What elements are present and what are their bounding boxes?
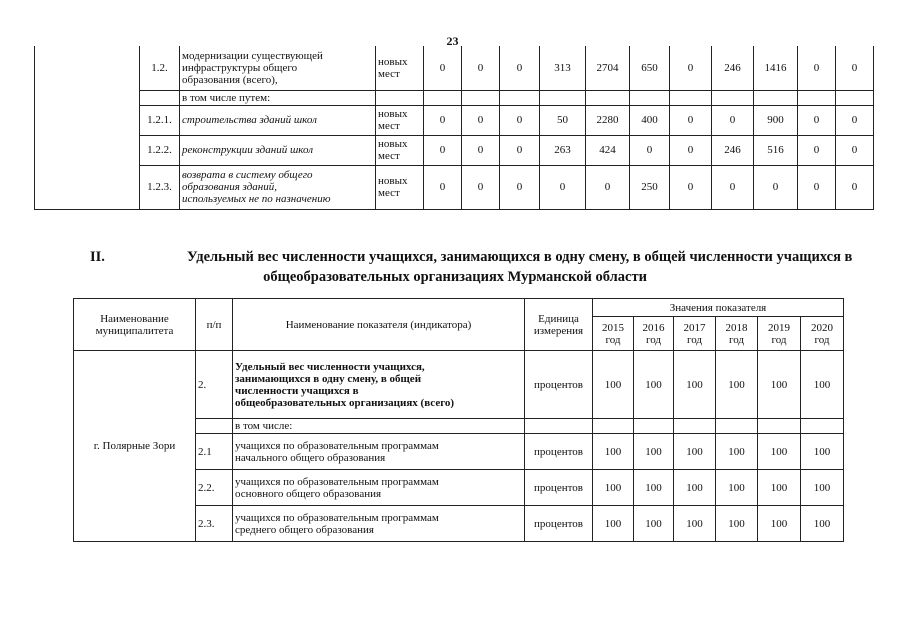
text-line: общеобразовательных организациях (всего)	[235, 396, 455, 409]
value-cell: 100	[674, 506, 716, 542]
value-cell: 0	[500, 135, 540, 165]
municipality-name: г. Полярные Зори	[74, 351, 196, 542]
value-cell: 100	[716, 470, 758, 506]
value-cell: 100	[593, 470, 634, 506]
value-cell: 100	[593, 506, 634, 542]
indicator-name	[180, 165, 376, 209]
text-line: в том числе:	[235, 420, 293, 432]
value-cell: 100	[716, 434, 758, 470]
indicator-name	[233, 419, 525, 434]
value-cell: 0	[462, 46, 500, 90]
value-cell: 424	[586, 135, 630, 165]
value-cell: 50	[540, 105, 586, 135]
row-number: 1.2.2.	[140, 135, 180, 165]
text-line: новых	[378, 138, 408, 150]
indicator-name	[180, 105, 376, 135]
value-cell: 0	[424, 46, 462, 90]
text-line: учащихся по образовательным программам	[235, 511, 439, 524]
text-line: новых	[378, 55, 408, 68]
year-suffix: год	[605, 333, 621, 346]
header-indicator: Наименование показателя (индикатора)	[233, 299, 525, 351]
value-cell: 0	[798, 46, 836, 90]
text-line: используемых не по назначению	[182, 193, 331, 205]
unit-cell	[376, 46, 424, 90]
value-cell: 0	[462, 135, 500, 165]
unit-cell	[376, 90, 424, 105]
unit-cell	[376, 105, 424, 135]
value-cell: 0	[424, 165, 462, 209]
text-line: мест	[378, 150, 400, 162]
value-cell: 0	[836, 135, 874, 165]
value-cell	[462, 90, 500, 105]
text-line: реконструкции зданий школ	[182, 144, 313, 156]
value-cell: 0	[424, 105, 462, 135]
value-cell: 100	[801, 434, 844, 470]
indicator-name	[233, 470, 525, 506]
value-cell: 0	[754, 165, 798, 209]
year-suffix: год	[728, 333, 745, 346]
value-cell: 100	[674, 434, 716, 470]
table-row	[35, 165, 874, 209]
value-cell	[540, 90, 586, 105]
value-cell: 0	[424, 135, 462, 165]
table-row	[35, 46, 874, 90]
unit-cell	[525, 419, 593, 434]
value-cell	[593, 419, 634, 434]
value-cell	[798, 90, 836, 105]
value-cell: 0	[500, 105, 540, 135]
text-line: модернизации существующей	[182, 49, 323, 62]
value-cell: 0	[670, 105, 712, 135]
year-suffix: год	[814, 333, 830, 346]
unit-cell: процентов	[525, 506, 593, 542]
text-line: Удельный вес численности учащихся,	[235, 360, 425, 373]
value-cell: 246	[712, 46, 754, 90]
text-line: основного общего образования	[235, 487, 382, 500]
value-cell: 0	[500, 46, 540, 90]
value-cell: 263	[540, 135, 586, 165]
row-number: 2.2.	[196, 470, 233, 506]
value-cell	[670, 90, 712, 105]
value-cell: 0	[836, 46, 874, 90]
value-cell	[424, 90, 462, 105]
year-number: 2020	[811, 321, 834, 334]
text-line: мест	[378, 120, 400, 132]
header-year	[716, 317, 758, 351]
value-cell: 0	[670, 46, 712, 90]
indicator-name	[233, 351, 525, 419]
value-cell: 400	[630, 105, 670, 135]
header-municipality: Наименование муниципалитета	[74, 299, 196, 351]
value-cell: 516	[754, 135, 798, 165]
row-number: 2.1	[196, 434, 233, 470]
header-pp: п/п	[196, 299, 233, 351]
value-cell: 313	[540, 46, 586, 90]
value-cell: 0	[630, 135, 670, 165]
value-cell	[716, 419, 758, 434]
value-cell: 100	[758, 506, 801, 542]
value-cell	[712, 90, 754, 105]
row-number: 1.2.1.	[140, 105, 180, 135]
value-cell: 650	[630, 46, 670, 90]
text-line: образования зданий,	[182, 181, 277, 193]
row-number	[140, 90, 180, 105]
indicator-name	[233, 506, 525, 542]
table-row	[35, 90, 874, 105]
value-cell: 2704	[586, 46, 630, 90]
value-cell: 246	[712, 135, 754, 165]
value-cell	[674, 419, 716, 434]
unit-cell: процентов	[525, 351, 593, 419]
value-cell: 100	[758, 470, 801, 506]
value-cell: 100	[634, 470, 674, 506]
table-row	[35, 135, 874, 165]
unit-cell: процентов	[525, 470, 593, 506]
year-number: 2018	[725, 321, 748, 334]
value-cell	[630, 90, 670, 105]
value-cell: 100	[674, 470, 716, 506]
text-line: в том числе путем:	[182, 91, 271, 104]
value-cell: 250	[630, 165, 670, 209]
top-indicator-table	[34, 46, 874, 210]
value-cell: 0	[798, 105, 836, 135]
year-suffix: год	[645, 333, 662, 346]
value-cell	[758, 419, 801, 434]
value-cell: 100	[758, 351, 801, 419]
value-cell: 0	[798, 165, 836, 209]
municipality-blank-cell	[35, 46, 140, 209]
value-cell	[500, 90, 540, 105]
section-title-line-1: Удельный вес численности учащихся, занимающихся в одну смену, в общей численности учащихся в	[187, 249, 853, 265]
value-cell: 0	[462, 165, 500, 209]
text-line: новых	[378, 108, 408, 120]
value-cell: 100	[593, 351, 634, 419]
section-number: II.	[90, 249, 105, 265]
text-line: мест	[378, 187, 400, 199]
header-year	[758, 317, 801, 351]
text-line: учащихся по образовательным программам	[235, 439, 439, 452]
value-cell: 0	[670, 165, 712, 209]
value-cell: 1416	[754, 46, 798, 90]
year-number: 2016	[642, 321, 665, 334]
indicator-name	[180, 46, 376, 90]
value-cell: 0	[836, 105, 874, 135]
header-year	[593, 317, 634, 351]
text-line: возврата в систему общего	[182, 169, 313, 181]
text-line: новых	[378, 175, 408, 187]
table-row	[35, 105, 874, 135]
indicator-name	[180, 135, 376, 165]
table-row	[74, 351, 844, 419]
value-cell	[754, 90, 798, 105]
value-cell: 100	[801, 470, 844, 506]
value-cell: 100	[801, 506, 844, 542]
header-year	[801, 317, 844, 351]
text-line: строительства зданий школ	[182, 114, 317, 126]
text-line: мест	[378, 67, 400, 80]
year-suffix: год	[771, 333, 787, 346]
indicator-name	[233, 434, 525, 470]
bottom-table-body	[74, 351, 844, 542]
text-line: учащихся по образовательным программам	[235, 475, 439, 488]
header-unit: Единица измерения	[525, 299, 593, 351]
row-number	[196, 419, 233, 434]
text-line: начального общего образования	[235, 451, 386, 464]
year-suffix: год	[686, 333, 703, 346]
text-line: занимающихся в одну смену, в общей	[235, 372, 422, 385]
header-values-group: Значения показателя	[593, 299, 844, 317]
value-cell: 0	[586, 165, 630, 209]
value-cell: 0	[540, 165, 586, 209]
year-number: 2019	[768, 321, 790, 334]
value-cell: 2280	[586, 105, 630, 135]
value-cell	[634, 419, 674, 434]
top-table-body	[35, 46, 874, 209]
value-cell: 0	[798, 135, 836, 165]
value-cell: 100	[801, 351, 844, 419]
value-cell: 100	[634, 506, 674, 542]
indicator-name	[180, 90, 376, 105]
text-line: численности учащихся в	[235, 384, 359, 397]
text-line: инфраструктуры общего	[182, 61, 298, 74]
value-cell: 100	[716, 506, 758, 542]
unit-cell: процентов	[525, 434, 593, 470]
unit-cell	[376, 165, 424, 209]
unit-cell	[376, 135, 424, 165]
value-cell: 0	[712, 165, 754, 209]
value-cell: 100	[674, 351, 716, 419]
value-cell: 100	[758, 434, 801, 470]
row-number: 2.3.	[196, 506, 233, 542]
text-line: среднего общего образования	[235, 523, 374, 536]
value-cell	[586, 90, 630, 105]
text-line: образования (всего),	[182, 73, 278, 86]
row-number: 1.2.3.	[140, 165, 180, 209]
value-cell: 100	[634, 351, 674, 419]
row-number: 1.2.	[140, 46, 180, 90]
value-cell: 100	[593, 434, 634, 470]
value-cell: 0	[500, 165, 540, 209]
header-year	[674, 317, 716, 351]
page-number: 23	[446, 34, 459, 48]
value-cell: 0	[670, 135, 712, 165]
value-cell: 100	[634, 434, 674, 470]
value-cell: 0	[712, 105, 754, 135]
row-number: 2.	[196, 351, 233, 419]
value-cell	[836, 90, 874, 105]
year-number: 2015	[602, 321, 624, 334]
year-number: 2017	[683, 321, 706, 334]
value-cell: 100	[716, 351, 758, 419]
bottom-indicator-table	[73, 298, 844, 542]
header-year	[634, 317, 674, 351]
section-title-line-2: общеобразовательных организациях Мурманской области	[263, 269, 647, 285]
value-cell	[801, 419, 844, 434]
value-cell: 0	[462, 105, 500, 135]
value-cell: 900	[754, 105, 798, 135]
value-cell: 0	[836, 165, 874, 209]
